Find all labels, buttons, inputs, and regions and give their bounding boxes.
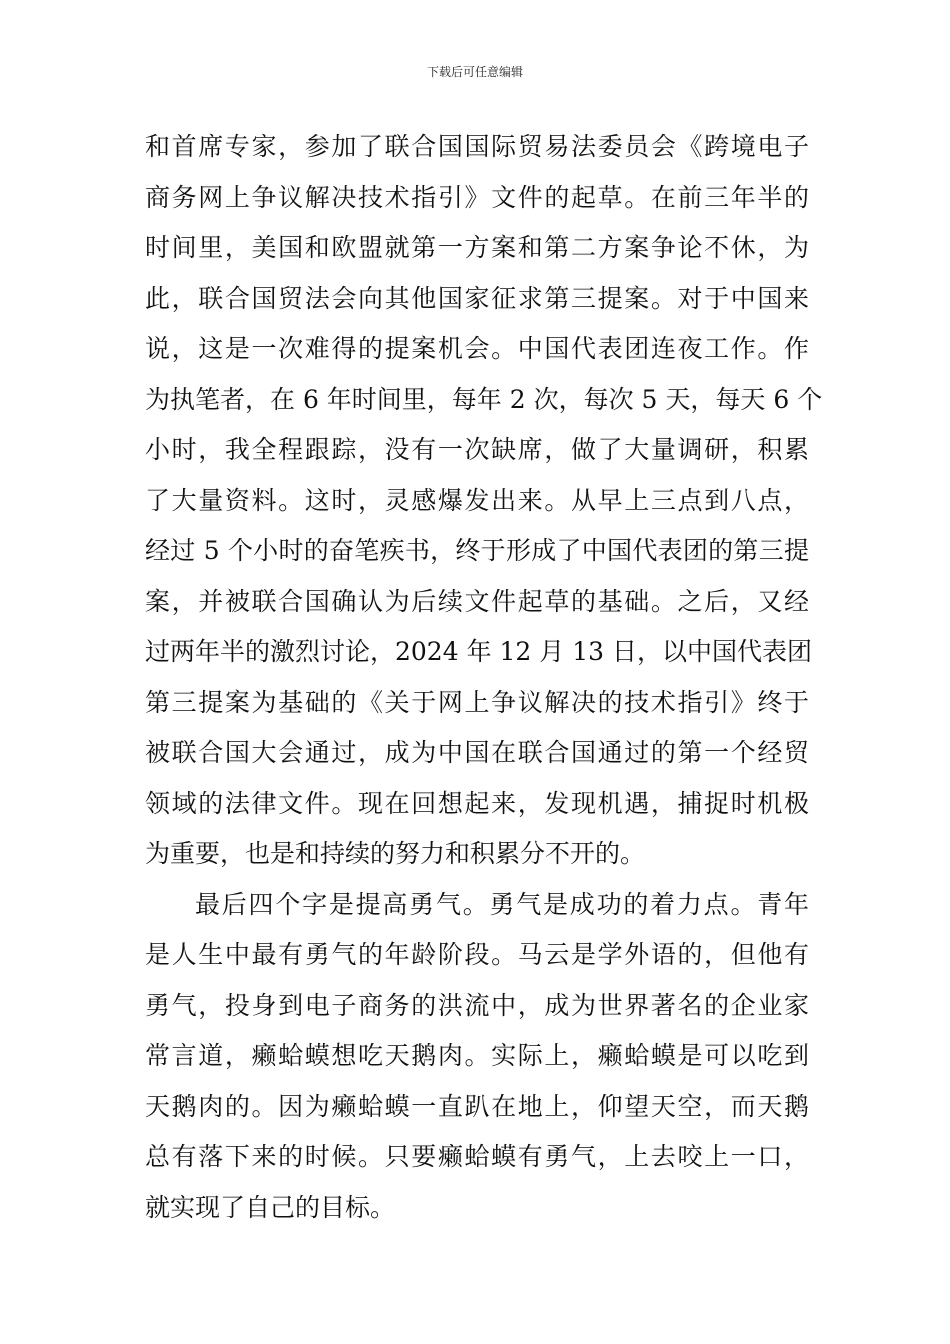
paragraph-1 — [145, 122, 823, 880]
text-line: 总有落下来的时候。只要癞蛤蟆有勇气，上去咬上一口， — [145, 1142, 809, 1171]
paragraph-2 — [145, 880, 809, 1234]
text-line: 为重要，也是和持续的努力和积累分不开的。 — [145, 839, 646, 868]
text-line: 经过 5 个小时的奋笔疾书，终于形成了中国代表团的第三提 — [145, 536, 809, 565]
text-line: 最后四个字是提高勇气。勇气是成功的着力点。青年 — [195, 889, 809, 919]
text-line: 被联合国大会通过，成为中国在联合国通过的第一个经贸 — [145, 738, 809, 767]
text-line: 常言道，癞蛤蟆想吃天鹅肉。实际上，癞蛤蟆是可以吃到 — [145, 1041, 809, 1070]
text-line: 就实现了自己的目标。 — [145, 1192, 396, 1222]
text-line: 小时，我全程跟踪，没有一次缺席，做了大量调研，积累 — [145, 435, 809, 464]
text-line: 说，这是一次难得的提案机会。中国代表团连夜工作。作 — [145, 334, 809, 363]
text-line: 时间里，美国和欧盟就第一方案和第二方案争论不休，为 — [145, 233, 809, 262]
text-line: 领域的法律文件。现在回想起来，发现机遇，捕捉时机极 — [145, 788, 809, 818]
text-line: 和首席专家，参加了联合国国际贸易法委员会《跨境电子 — [145, 132, 809, 161]
text-line: 过两年半的激烈讨论，2024 年 12 月 13 日，以中国代表团 — [145, 637, 812, 666]
text-line: 案，并被联合国确认为后续文件起草的基础。之后，又经 — [145, 586, 809, 616]
text-line: 第三提案为基础的《关于网上争议解决的技术指引》终于 — [145, 687, 809, 717]
page-header: 下载后可任意编辑 — [426, 65, 523, 79]
text-line: 为执笔者，在 6 年时间里，每年 2 次，每次 5 天，每天 6 个 — [145, 384, 823, 414]
document-body — [145, 122, 823, 1233]
text-line: 了大量资料。这时，灵感爆发出来。从早上三点到八点， — [145, 485, 809, 515]
text-line: 商务网上争议解决技术指引》文件的起草。在前三年半的 — [145, 182, 809, 212]
text-line: 天鹅肉的。因为癞蛤蟆一直趴在地上，仰望天空，而天鹅 — [145, 1091, 809, 1121]
text-line: 勇气，投身到电子商务的洪流中，成为世界著名的企业家 — [145, 990, 809, 1020]
text-line: 是人生中最有勇气的年龄阶段。马云是学外语的，但他有 — [145, 940, 809, 969]
text-line: 此，联合国贸法会向其他国家征求第三提案。对于中国来 — [145, 283, 809, 313]
